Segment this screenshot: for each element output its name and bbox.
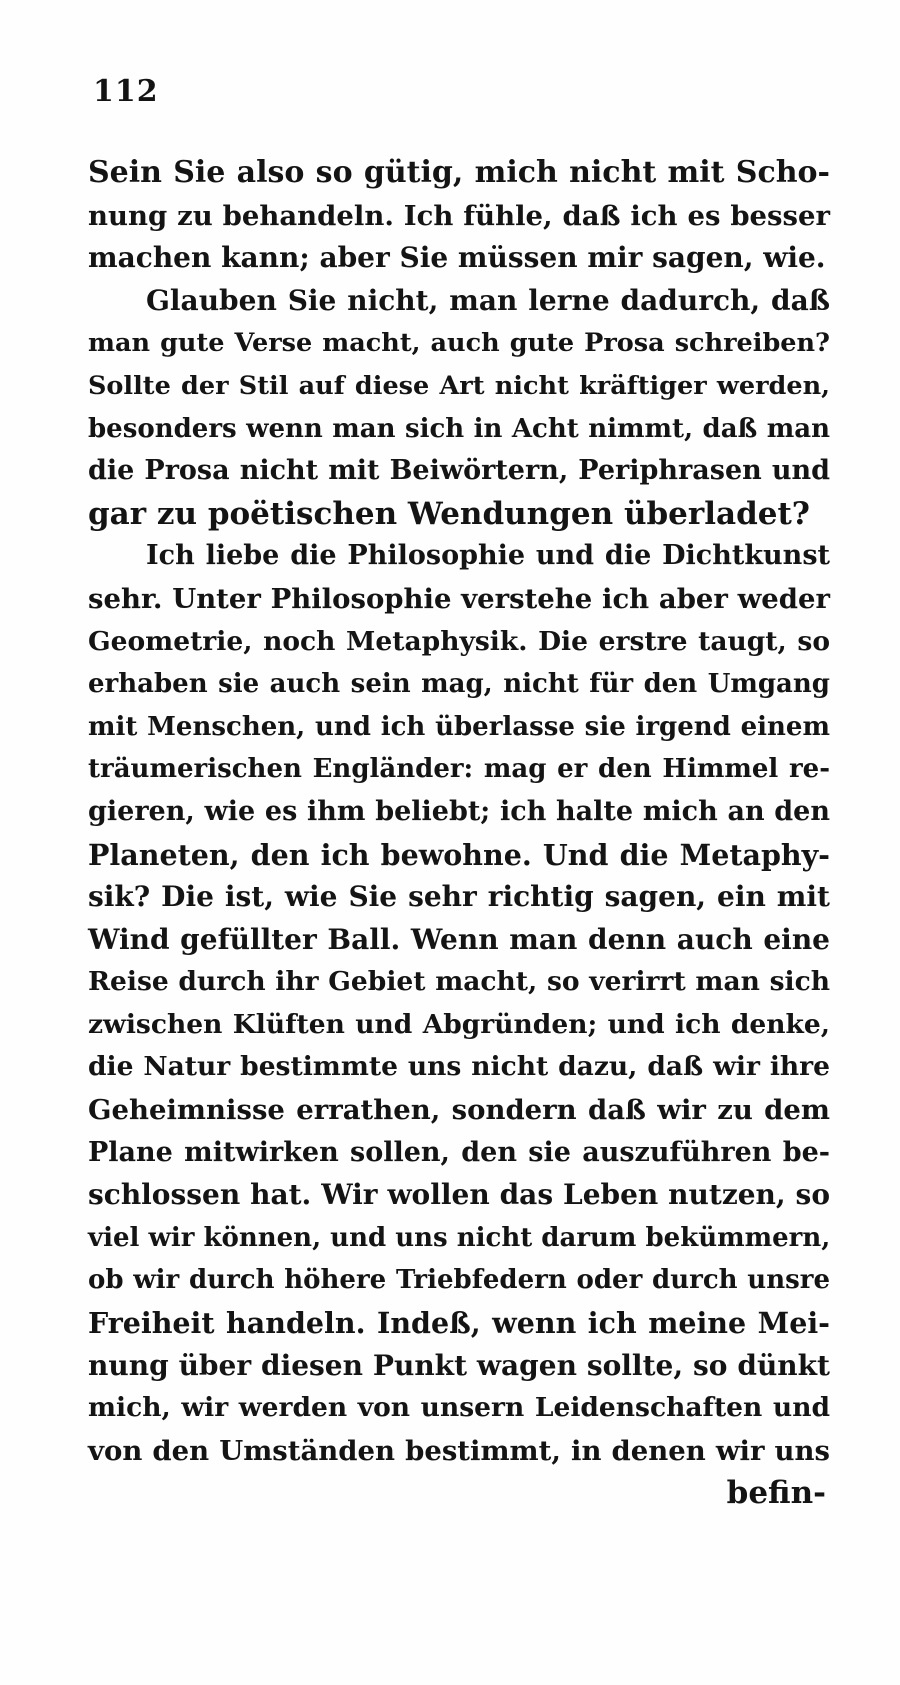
text-line: Sein Sie also so gütig, mich nicht mit Scho- [88,155,830,190]
body-text [88,152,830,1515]
text-line: ob wir durch höhere Triebfedern oder durch unsre [88,1265,830,1296]
text-line: machen kann; aber Sie müssen mir sagen, wie. [88,241,826,275]
text-line: mit Menschen, und ich überlasse sie irgend einem [88,711,830,742]
text-line: von den Umständen bestimmt, in denen wir uns [88,1434,830,1467]
text-line: Planeten, den ich bewohne. Und die Metaphy- [88,837,830,872]
page-number: 112 [93,74,159,109]
text-line: zwischen Klüften und Abgründen; und ich denke, [88,1008,830,1040]
catchword: befin- [726,1475,826,1512]
text-line: die Natur bestimmte uns nicht dazu, daß wir ihre [88,1051,830,1083]
text-line: Reise durch ihr Gebiet macht, so verirrt man sich [88,966,830,998]
text-line: nung über diesen Punkt wagen sollte, so dünkt [88,1348,830,1382]
text-line: sehr. Unter Philosophie verstehe ich aber weder [88,582,830,615]
text-line: die Prosa nicht mit Beiwörtern, Periphrasen und [88,455,830,487]
text-line: Freiheit handeln. Indeß, wenn ich meine Mei- [88,1306,830,1341]
text-line: erhaben sie auch sein mag, nicht für den Umgang [88,669,830,700]
text-line: Geometrie, noch Metaphysik. Die erstre taugt, so [88,625,830,657]
text-line: besonders wenn man sich in Acht nimmt, daß man [88,413,830,444]
paragraph-start-line: Ich liebe die Philosophie und die Dichtkunst [146,540,830,572]
text-line: träumerischen Engländer: mag er den Himmel re- [88,754,830,785]
text-line: nung zu behandeln. Ich fühle, daß ich es besser [88,199,830,232]
text-line: Plane mitwirken sollen, den sie auszuführen be- [88,1136,830,1168]
text-line: sik? Die ist, wie Sie sehr richtig sagen, ein mit [88,880,830,914]
text-line: viel wir können, und uns nicht darum bekümmern, [88,1222,831,1253]
text-line: schlossen hat. Wir wollen das Leben nutzen, so [88,1178,830,1212]
text-line: gieren, wie es ihm beliebt; ich halte mich an den [88,795,830,827]
paragraph-start-line: Glauben Sie nicht, man lerne dadurch, daß [146,283,830,317]
text-line: Sollte der Stil auf diese Art nicht kräftiger werden, [88,370,830,401]
text-line: gar zu poëtischen Wendungen überladet? [88,495,810,532]
text-line: mich, wir werden von unsern Leidenschaften und [88,1392,830,1424]
text-line: Geheimnisse errathen, sondern daß wir zu dem [88,1094,830,1127]
text-line: Wind gefüllter Ball. Wenn man denn auch eine [88,922,830,956]
text-line: man gute Verse macht, auch gute Prosa schreiben? [88,328,830,359]
